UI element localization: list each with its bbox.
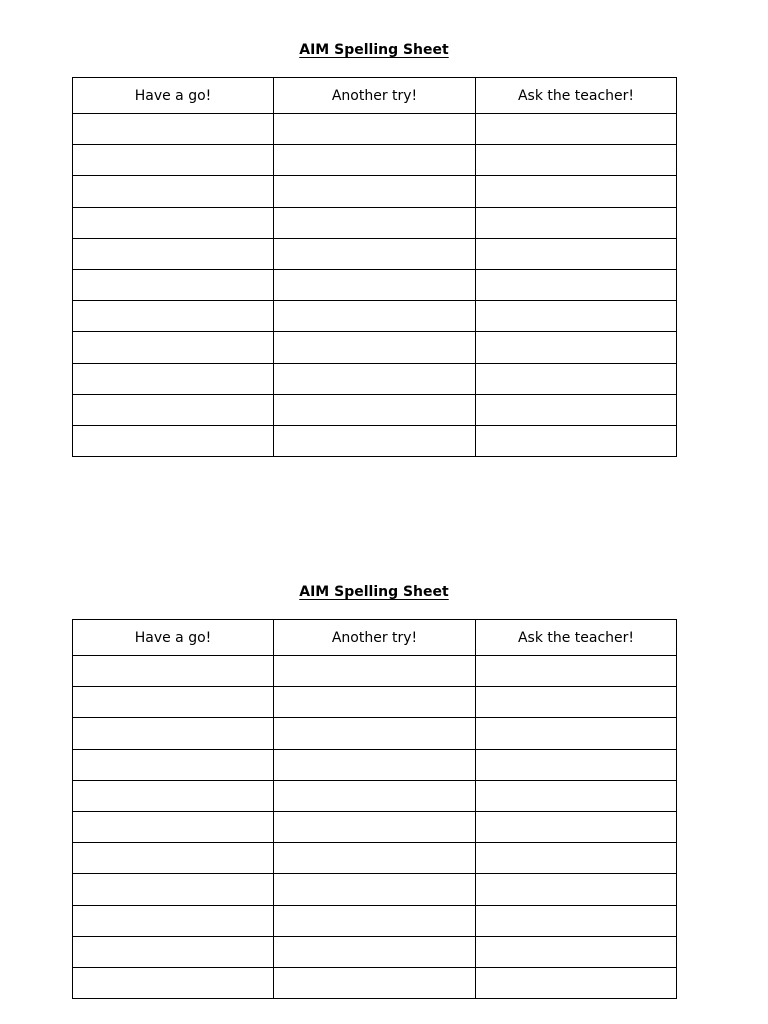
sheet-title: AIM Spelling Sheet xyxy=(299,584,449,600)
column-header-ask-the-teacher: Ask the teacher! xyxy=(476,78,677,114)
cell-ask-the-teacher xyxy=(476,114,677,145)
cell-ask-the-teacher xyxy=(476,936,677,967)
table-row xyxy=(73,238,677,269)
cell-have-a-go xyxy=(73,394,274,425)
table-row xyxy=(73,811,677,842)
table-row xyxy=(73,145,677,176)
cell-have-a-go xyxy=(73,301,274,332)
cell-another-try xyxy=(274,811,476,842)
table-row xyxy=(73,780,677,811)
table-row xyxy=(73,207,677,238)
cell-have-a-go xyxy=(73,269,274,300)
cell-ask-the-teacher xyxy=(476,687,677,718)
cell-another-try xyxy=(274,145,476,176)
cell-have-a-go xyxy=(73,811,274,842)
cell-another-try xyxy=(274,363,476,394)
cell-ask-the-teacher xyxy=(476,905,677,936)
cell-have-a-go xyxy=(73,687,274,718)
cell-have-a-go xyxy=(73,176,274,207)
cell-ask-the-teacher xyxy=(476,656,677,687)
table-row xyxy=(73,332,677,363)
column-header-ask-the-teacher: Ask the teacher! xyxy=(476,620,677,656)
cell-have-a-go xyxy=(73,780,274,811)
cell-another-try xyxy=(274,843,476,874)
cell-ask-the-teacher xyxy=(476,425,677,456)
cell-ask-the-teacher xyxy=(476,207,677,238)
table-row xyxy=(73,749,677,780)
cell-ask-the-teacher xyxy=(476,394,677,425)
cell-ask-the-teacher xyxy=(476,363,677,394)
cell-another-try xyxy=(274,301,476,332)
cell-have-a-go xyxy=(73,749,274,780)
cell-have-a-go xyxy=(73,905,274,936)
cell-have-a-go xyxy=(73,656,274,687)
cell-ask-the-teacher xyxy=(476,874,677,905)
cell-another-try xyxy=(274,780,476,811)
cell-have-a-go xyxy=(73,718,274,749)
cell-have-a-go xyxy=(73,207,274,238)
cell-have-a-go xyxy=(73,874,274,905)
table-row xyxy=(73,301,677,332)
table-body xyxy=(73,114,677,457)
cell-another-try xyxy=(274,269,476,300)
table-row xyxy=(73,843,677,874)
table-row xyxy=(73,176,677,207)
cell-have-a-go xyxy=(73,425,274,456)
cell-another-try xyxy=(274,874,476,905)
table-header-row xyxy=(73,78,677,114)
cell-ask-the-teacher xyxy=(476,176,677,207)
cell-another-try xyxy=(274,749,476,780)
table-row xyxy=(73,394,677,425)
cell-another-try xyxy=(274,332,476,363)
cell-another-try xyxy=(274,905,476,936)
cell-ask-the-teacher xyxy=(476,269,677,300)
table-row xyxy=(73,425,677,456)
table-row xyxy=(73,936,677,967)
cell-have-a-go xyxy=(73,238,274,269)
cell-have-a-go xyxy=(73,936,274,967)
table-row xyxy=(73,874,677,905)
column-header-have-a-go: Have a go! xyxy=(73,78,274,114)
cell-another-try xyxy=(274,114,476,145)
cell-ask-the-teacher xyxy=(476,332,677,363)
table-row xyxy=(73,967,677,998)
cell-another-try xyxy=(274,207,476,238)
cell-ask-the-teacher xyxy=(476,749,677,780)
sheet-title: AIM Spelling Sheet xyxy=(299,42,449,58)
spelling-table xyxy=(72,619,677,999)
table-row xyxy=(73,114,677,145)
table-row xyxy=(73,656,677,687)
cell-ask-the-teacher xyxy=(476,145,677,176)
cell-another-try xyxy=(274,718,476,749)
table-header-row xyxy=(73,620,677,656)
cell-another-try xyxy=(274,967,476,998)
cell-ask-the-teacher xyxy=(476,718,677,749)
cell-another-try xyxy=(274,238,476,269)
table-row xyxy=(73,363,677,394)
cell-ask-the-teacher xyxy=(476,811,677,842)
cell-have-a-go xyxy=(73,114,274,145)
cell-another-try xyxy=(274,687,476,718)
cell-have-a-go xyxy=(73,967,274,998)
column-header-another-try: Another try! xyxy=(274,620,476,656)
column-header-another-try: Another try! xyxy=(274,78,476,114)
table-row xyxy=(73,687,677,718)
cell-ask-the-teacher xyxy=(476,843,677,874)
table-row xyxy=(73,718,677,749)
cell-another-try xyxy=(274,425,476,456)
table-body xyxy=(73,656,677,999)
cell-another-try xyxy=(274,656,476,687)
spelling-table xyxy=(72,77,677,457)
table-row xyxy=(73,269,677,300)
cell-ask-the-teacher xyxy=(476,238,677,269)
cell-have-a-go xyxy=(73,843,274,874)
table-row xyxy=(73,905,677,936)
cell-ask-the-teacher xyxy=(476,301,677,332)
cell-ask-the-teacher xyxy=(476,967,677,998)
cell-another-try xyxy=(274,936,476,967)
column-header-have-a-go: Have a go! xyxy=(73,620,274,656)
cell-another-try xyxy=(274,394,476,425)
cell-have-a-go xyxy=(73,332,274,363)
cell-another-try xyxy=(274,176,476,207)
cell-have-a-go xyxy=(73,145,274,176)
cell-have-a-go xyxy=(73,363,274,394)
cell-ask-the-teacher xyxy=(476,780,677,811)
